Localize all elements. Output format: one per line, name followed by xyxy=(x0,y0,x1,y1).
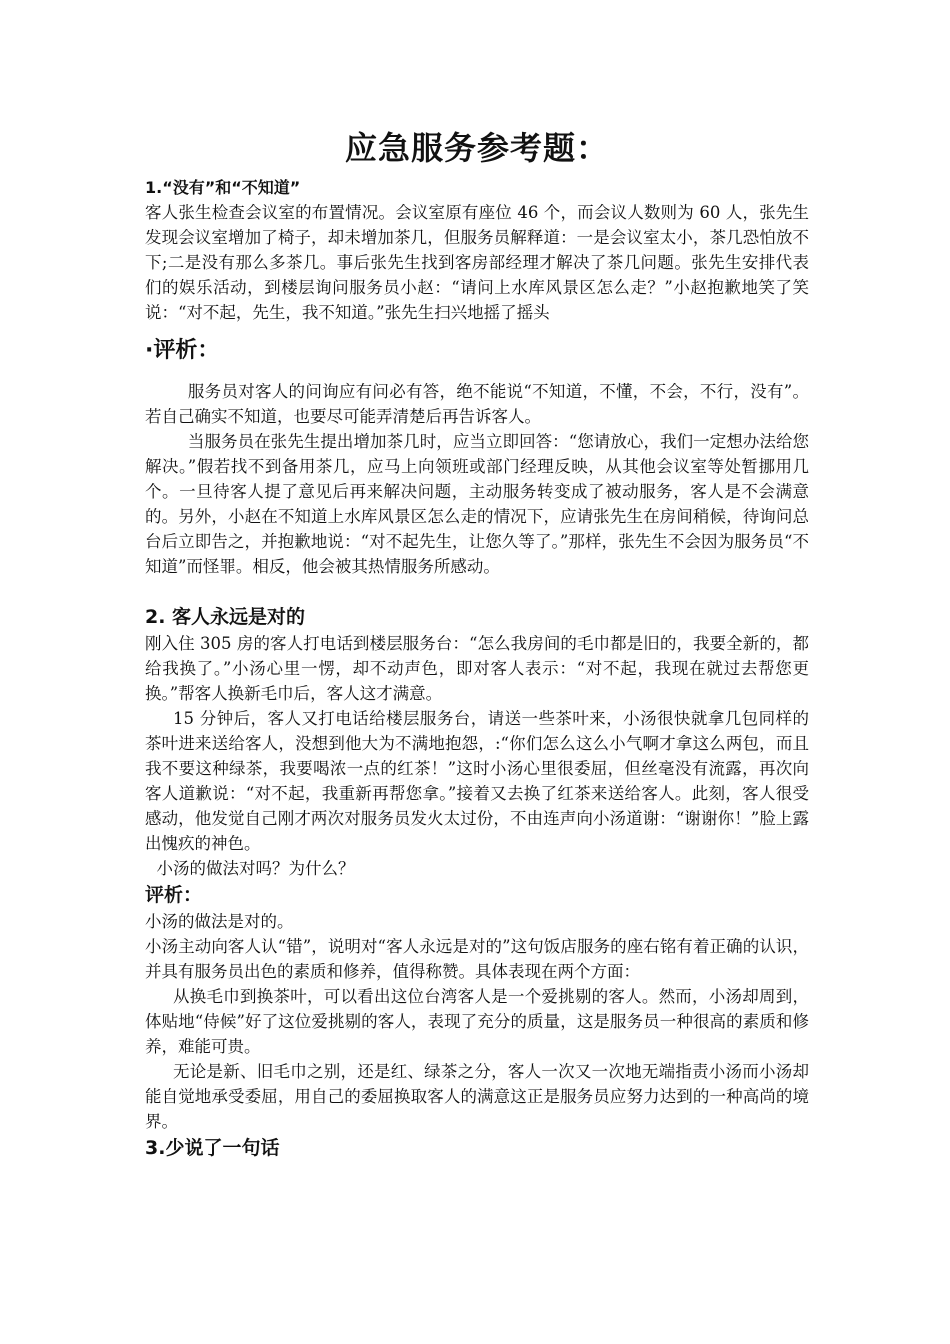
section-2-case-paragraph-2: 15 分钟后，客人又打电话给楼层服务台，请送一些茶叶来，小汤很快就拿几包同样的茶叶进来送给客人，没想到他大为不满地抱怨，:“你们怎么这么小气啊才拿这么两包，而且我不要这种绿茶，我要喝浓一点的红茶！”这时小汤心里很委屈，但丝毫没有流露，再次向客人道歉说：“对不起，我重新再帮您拿。”接着又去换了红茶来送给客人。此刻，客人很受感动，他发觉自己刚才两次对服务员发火太过份，不由连声向小汤道谢：“谢谢你！”脸上露出愧疚的神色。 xyxy=(145,709,809,853)
section-2-heading: 2. 客人永远是对的 xyxy=(145,606,306,628)
section-2-case-paragraph-1: 刚入住 305 房的客人打电话到楼层服务台：“怎么我房间的毛巾都是旧的，我要全新的，都给我换了。”小汤心里一愣，却不动声色，即对客人表示：“对不起，我现在就过去帮您更换。”帮客人换新毛巾后，客人这才满意。 xyxy=(145,634,809,703)
section-2-analysis-paragraph-1: 小汤的做法是对的。 xyxy=(145,912,294,931)
page-title: 应急服务参考题： xyxy=(344,129,609,167)
document-body xyxy=(145,128,809,1162)
section-2-question: 小汤的做法对吗？为什么？ xyxy=(156,859,355,878)
section-1-heading: 1.“没有”和“不知道” xyxy=(145,178,301,197)
section-1-analysis-heading: ·评析： xyxy=(145,338,220,363)
section-1-analysis-paragraph-1: 服务员对客人的问询应有问必有答，绝不能说“不知道，不懂，不会，不行，没有”。若自己确实不知道，也要尽可能弄清楚后再告诉客人。 xyxy=(145,382,809,426)
section-1-analysis-paragraph-2: 当服务员在张先生提出增加茶几时，应当立即回答：“您请放心，我们一定想办法给您解决。”假若找不到备用茶几，应马上向领班或部门经理反映，从其他会议室等处暂挪用几个。一旦待客人提了意见后再来解决问题，主动服务转变成了被动服务，客人是不会满意的。另外，小赵在不知道上水库风景区怎么走的情况下，应请张先生在房间稍候，待询问总台后立即告之，并抱歉地说：“对不起先生，让您久等了。”那样，张先生不会因为服务员“不知道”而怪罪。相反，他会被其热情服务所感动。 xyxy=(145,432,809,576)
section-3-heading: 3.少说了一句话 xyxy=(145,1137,280,1159)
section-2-analysis-heading: 评析： xyxy=(145,884,203,906)
section-spacer xyxy=(145,579,809,603)
section-2-analysis-paragraph-3: 从换毛巾到换茶叶，可以看出这位台湾客人是一个爱挑剔的客人。然而，小汤却周到，体贴地“侍候”好了这位爱挑剔的客人，表现了充分的质量，这是服务员一种很高的素质和修养，难能可贵。 xyxy=(145,987,809,1056)
section-2-analysis-paragraph-4: 无论是新、旧毛巾之别，还是红、绿茶之分，客人一次又一次地无端指责小汤而小汤却能自觉地承受委屈，用自己的委屈换取客人的满意这正是服务员应努力达到的一种高尚的境界。 xyxy=(145,1062,809,1131)
section-1-case-paragraph: 客人张生检查会议室的布置情况。会议室原有座位 46 个，而会议人数则为 60 人，张先生发现会议室增加了椅子，却未增加茶几，但服务员解释道：一是会议室太小，茶几恐怕放不下;二是没有那么多茶几。事后张先生找到客房部经理才解决了茶几问题。张先生安排代表们的娱乐活动，到楼层询问服务员小赵：“请问上水库风景区怎么走？”小赵抱歉地笑了笑说：“对不起，先生，我不知道。”张先生扫兴地摇了摇头 xyxy=(145,203,809,322)
section-2-analysis-paragraph-2: 小汤主动向客人认“错”，说明对“客人永远是对的”这句饭店服务的座右铭有着正确的认识，并具有服务员出色的素质和修养，值得称赞。具体表现在两个方面： xyxy=(145,937,809,981)
